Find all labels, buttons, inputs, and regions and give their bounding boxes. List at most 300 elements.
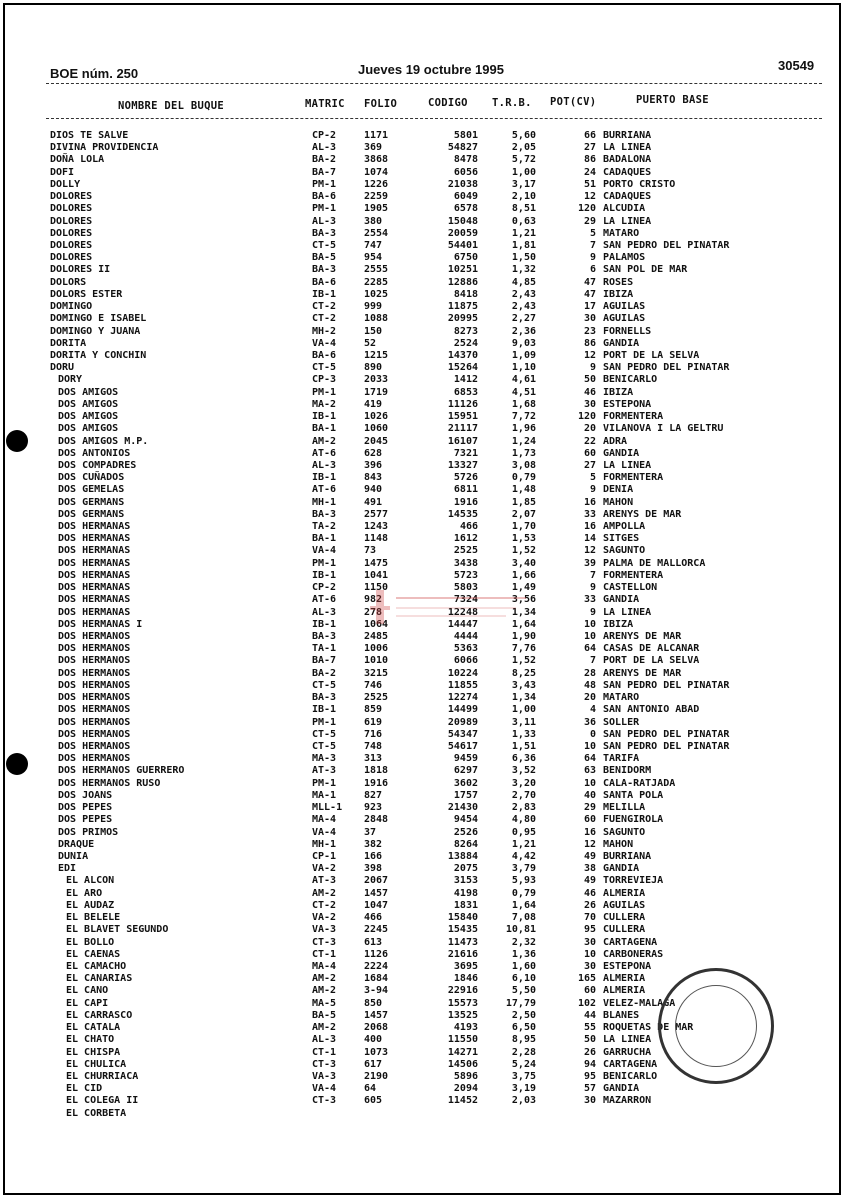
- vessel-name: DOS HERMANOS RUSO: [58, 777, 161, 789]
- table-row: [0, 154, 846, 166]
- potencia: 57: [583, 1083, 596, 1095]
- codigo: 20995: [447, 313, 478, 325]
- puerto-base: MAZARRON: [603, 1095, 652, 1107]
- folio: 2577: [364, 508, 389, 520]
- codigo: 20989: [447, 716, 478, 728]
- header-date: Jueves 19 octubre 1995: [358, 62, 504, 77]
- table-row: [0, 900, 846, 912]
- matricula: CT-5: [312, 679, 337, 691]
- matricula: CT-3: [312, 1095, 337, 1107]
- folio: 1226: [364, 178, 389, 190]
- folio: 982: [364, 594, 383, 606]
- vessel-name: DUNIA: [58, 850, 89, 862]
- codigo: 15573: [447, 997, 478, 1009]
- matricula: MA-2: [312, 398, 337, 410]
- vessel-name: EL BELELE: [66, 912, 121, 924]
- matricula: BA-1: [312, 533, 337, 545]
- folio: 2224: [364, 960, 389, 972]
- potencia: 10: [583, 948, 596, 960]
- trb: 2,27: [511, 313, 536, 325]
- folio: 716: [364, 728, 383, 740]
- table-row: [0, 289, 846, 301]
- vessel-name: DOLORES: [50, 252, 93, 264]
- vessel-name: DOLORES II: [50, 264, 111, 276]
- codigo: 16107: [447, 435, 478, 447]
- potencia: 49: [583, 850, 596, 862]
- folio: 2068: [364, 1022, 389, 1034]
- matricula: BA-3: [312, 692, 337, 704]
- trb: 3,43: [511, 679, 536, 691]
- matricula: CT-1: [312, 948, 337, 960]
- puerto-base: LA LINEA: [603, 459, 652, 471]
- vessel-name: DOS HERMANOS: [58, 704, 131, 716]
- folio: 73: [364, 545, 377, 557]
- codigo: 5803: [453, 582, 478, 594]
- folio: 1148: [364, 533, 389, 545]
- table-row: [0, 362, 846, 374]
- trb: 1,50: [511, 252, 536, 264]
- table-row: [0, 753, 846, 765]
- vessel-name: EL ARO: [66, 887, 103, 899]
- vessel-name: EL CHATO: [66, 1034, 115, 1046]
- trb: 8,51: [511, 203, 536, 215]
- folio: 1916: [364, 777, 389, 789]
- potencia: 12: [583, 191, 596, 203]
- puerto-base: BENIDORM: [603, 765, 652, 777]
- puerto-base: CALA-RATJADA: [603, 777, 676, 789]
- folio: 617: [364, 1058, 383, 1070]
- folio: 1088: [364, 313, 389, 325]
- folio: 1150: [364, 582, 389, 594]
- folio: 2525: [364, 692, 389, 704]
- puerto-base: MAHON: [603, 838, 634, 850]
- matricula: TA-2: [312, 521, 337, 533]
- table-row: [0, 179, 846, 191]
- vessel-name: DOLORES: [50, 239, 93, 251]
- trb: 6,36: [511, 753, 536, 765]
- potencia: 60: [583, 985, 596, 997]
- codigo: 4193: [453, 1022, 478, 1034]
- col-header-matric: MATRIC: [305, 98, 345, 110]
- codigo: 1412: [453, 374, 478, 386]
- potencia: 17: [583, 301, 596, 313]
- vessel-name: EL CHISPA: [66, 1046, 121, 1058]
- vessel-name: DOS HERMANAS: [58, 533, 131, 545]
- codigo: 11550: [447, 1034, 478, 1046]
- vessel-name: EL CHULICA: [66, 1058, 127, 1070]
- vessel-name: DORU: [50, 362, 75, 374]
- vessel-name: EL AUDAZ: [66, 899, 115, 911]
- folio: 954: [364, 252, 383, 264]
- potencia: 14: [583, 533, 596, 545]
- vessel-name: DOS HERMANOS: [58, 692, 131, 704]
- potencia: 49: [583, 875, 596, 887]
- vessel-name: DOS HERMANAS: [58, 606, 131, 618]
- codigo: 54347: [447, 728, 478, 740]
- potencia: 5: [589, 472, 596, 484]
- matricula: BA-5: [312, 252, 337, 264]
- folio: 419: [364, 398, 383, 410]
- table-row: [0, 411, 846, 423]
- codigo: 2075: [453, 863, 478, 875]
- codigo: 14447: [447, 618, 478, 630]
- folio: 827: [364, 789, 383, 801]
- matricula: AL-3: [312, 459, 337, 471]
- trb: 2,05: [511, 142, 536, 154]
- matricula: BA-6: [312, 349, 337, 361]
- table-row: [0, 203, 846, 215]
- trb: 17,79: [505, 997, 536, 1009]
- codigo: 466: [459, 521, 478, 533]
- potencia: 12: [583, 838, 596, 850]
- potencia: 6: [589, 264, 596, 276]
- trb: 3,17: [511, 178, 536, 190]
- codigo: 5896: [453, 1070, 478, 1082]
- puerto-base: PORT DE LA SELVA: [603, 655, 700, 667]
- codigo: 8264: [453, 838, 478, 850]
- table-row: [0, 521, 846, 533]
- potencia: 20: [583, 423, 596, 435]
- codigo: 5801: [453, 130, 478, 141]
- puerto-base: GANDIA: [603, 863, 640, 875]
- puerto-base: ARENYS DE MAR: [603, 667, 682, 679]
- matricula: CT-3: [312, 936, 337, 948]
- folio: 3215: [364, 667, 389, 679]
- potencia: 9: [589, 252, 596, 264]
- vessel-name: DOS HERMANAS: [58, 582, 131, 594]
- vessel-name: EL CAENAS: [66, 948, 121, 960]
- table-row: [0, 191, 846, 203]
- matricula: CP-2: [312, 582, 337, 594]
- potencia: 22: [583, 435, 596, 447]
- folio: 1215: [364, 349, 389, 361]
- potencia: 66: [583, 130, 596, 141]
- codigo: 3695: [453, 960, 478, 972]
- puerto-base: ROQUETAS DE MAR: [603, 1022, 694, 1034]
- puerto-base: SANTA POLA: [603, 789, 664, 801]
- table-row: [0, 839, 846, 851]
- codigo: 1757: [453, 789, 478, 801]
- vessel-name: DOLORS: [50, 276, 87, 288]
- vessel-name: EL ALCON: [66, 875, 115, 887]
- potencia: 39: [583, 557, 596, 569]
- matricula: AT-6: [312, 484, 337, 496]
- puerto-base: CULLERA: [603, 924, 646, 936]
- col-header-pot: POT(CV): [550, 96, 597, 108]
- table-row: [0, 741, 846, 753]
- trb: 1,33: [511, 728, 536, 740]
- trb: 3,20: [511, 777, 536, 789]
- potencia: 23: [583, 325, 596, 337]
- folio: 2485: [364, 631, 389, 643]
- puerto-base: FORNELLS: [603, 325, 652, 337]
- potencia: 10: [583, 777, 596, 789]
- vessel-name: EDI: [58, 863, 77, 875]
- matricula: CT-5: [312, 741, 337, 752]
- table-row: [0, 851, 846, 863]
- codigo: 2526: [453, 826, 478, 838]
- matricula: CT-5: [312, 362, 337, 374]
- trb: 0,79: [511, 472, 536, 484]
- puerto-base: PALMA DE MALLORCA: [603, 557, 706, 569]
- potencia: 5: [589, 227, 596, 239]
- matricula: AL-3: [312, 215, 337, 227]
- matricula: VA-4: [312, 545, 337, 557]
- puerto-base: CARBONERAS: [603, 948, 664, 960]
- trb: 1,51: [511, 741, 536, 752]
- trb: 1,52: [511, 655, 536, 667]
- puerto-base: LA LINEA: [603, 142, 652, 154]
- trb: 1,10: [511, 362, 536, 374]
- trb: 1,34: [511, 692, 536, 704]
- folio: 398: [364, 863, 383, 875]
- codigo: 12274: [447, 692, 478, 704]
- codigo: 54617: [447, 741, 478, 752]
- table-row: [0, 301, 846, 313]
- folio: 859: [364, 704, 383, 716]
- table-row: [0, 497, 846, 509]
- puerto-base: FORMENTERA: [603, 411, 664, 423]
- vessel-name: DOS HERMANAS: [58, 557, 131, 569]
- codigo: 6811: [453, 484, 478, 496]
- folio: 1243: [364, 521, 389, 533]
- page-number: 30549: [778, 58, 815, 73]
- matricula: AM-2: [312, 887, 337, 899]
- codigo: 15435: [447, 924, 478, 936]
- puerto-base: TORREVIEJA: [603, 875, 664, 887]
- trb: 8,25: [511, 667, 536, 679]
- potencia: 26: [583, 1046, 596, 1058]
- folio: 1010: [364, 655, 389, 667]
- codigo: 14499: [447, 704, 478, 716]
- vessel-name: DOS HERMANAS: [58, 545, 131, 557]
- potencia: 60: [583, 447, 596, 459]
- potencia: 94: [583, 1058, 596, 1070]
- trb: 3,75: [511, 1070, 536, 1082]
- folio: 2554: [364, 227, 389, 239]
- codigo: 6578: [453, 203, 478, 215]
- codigo: 4198: [453, 887, 478, 899]
- codigo: 5363: [453, 643, 478, 655]
- folio: 605: [364, 1095, 383, 1107]
- matricula: PM-1: [312, 178, 337, 190]
- potencia: 10: [583, 631, 596, 643]
- table-row: [0, 374, 846, 386]
- trb: 1,52: [511, 545, 536, 557]
- potencia: 50: [583, 374, 596, 386]
- puerto-base: VILANOVA I LA GELTRU: [603, 423, 724, 435]
- vessel-name: DIVINA PROVIDENCIA: [50, 142, 159, 154]
- codigo: 8418: [453, 288, 478, 300]
- potencia: 44: [583, 1009, 596, 1021]
- matricula: VA-3: [312, 924, 337, 936]
- folio: 890: [364, 362, 383, 374]
- trb: 1,21: [511, 227, 536, 239]
- potencia: 50: [583, 1034, 596, 1046]
- matricula: PM-1: [312, 557, 337, 569]
- folio: 1457: [364, 1009, 389, 1021]
- codigo: 22916: [447, 985, 478, 997]
- potencia: 9: [589, 362, 596, 374]
- table-row: [0, 912, 846, 924]
- table-row: [0, 240, 846, 252]
- codigo: 54401: [447, 239, 478, 251]
- table-row: [0, 937, 846, 949]
- potencia: 51: [583, 178, 596, 190]
- codigo: 13327: [447, 459, 478, 471]
- table-row: [0, 350, 846, 362]
- puerto-base: DENIA: [603, 484, 634, 496]
- trb: 5,60: [511, 130, 536, 141]
- codigo: 12886: [447, 276, 478, 288]
- trb: 1,60: [511, 960, 536, 972]
- folio: 382: [364, 838, 383, 850]
- puerto-base: GANDIA: [603, 337, 640, 349]
- codigo: 10224: [447, 667, 478, 679]
- table-row: [0, 924, 846, 936]
- puerto-base: SAN PEDRO DEL PINATAR: [603, 239, 730, 251]
- codigo: 1846: [453, 973, 478, 985]
- table-row: [0, 167, 846, 179]
- folio: 278: [364, 606, 383, 618]
- matricula: VA-4: [312, 826, 337, 838]
- puerto-base: ESTEPONA: [603, 398, 652, 410]
- vessel-name: EL CID: [66, 1083, 103, 1095]
- potencia: 64: [583, 753, 596, 765]
- folio: 1047: [364, 899, 389, 911]
- matricula: AT-3: [312, 875, 337, 887]
- trb: 7,08: [511, 912, 536, 924]
- matricula: PM-1: [312, 777, 337, 789]
- matricula: BA-3: [312, 264, 337, 276]
- folio: 748: [364, 741, 383, 752]
- vessel-name: DOS HERMANOS: [58, 667, 131, 679]
- puerto-base: FUENGIROLA: [603, 814, 664, 826]
- puerto-base: AGUILAS: [603, 313, 646, 325]
- folio: 613: [364, 936, 383, 948]
- trb: 1,68: [511, 398, 536, 410]
- codigo: 10251: [447, 264, 478, 276]
- vessel-name: DORY: [58, 374, 83, 386]
- folio: 923: [364, 802, 383, 814]
- vessel-name: DOLORES: [50, 203, 93, 215]
- folio: 1684: [364, 973, 389, 985]
- trb: 5,72: [511, 154, 536, 166]
- codigo: 15264: [447, 362, 478, 374]
- trb: 1,24: [511, 435, 536, 447]
- puerto-base: ALMERIA: [603, 973, 646, 985]
- codigo: 6297: [453, 765, 478, 777]
- codigo: 2094: [453, 1083, 478, 1095]
- trb: 1,96: [511, 423, 536, 435]
- vessel-name: DOS JOANS: [58, 789, 113, 801]
- vessel-name: EL CAPI: [66, 997, 109, 1009]
- matricula: CT-5: [312, 728, 337, 740]
- table-row: [0, 655, 846, 667]
- matricula: TA-1: [312, 643, 337, 655]
- trb: 5,50: [511, 985, 536, 997]
- matricula: CT-2: [312, 899, 337, 911]
- puerto-base: MATARO: [603, 692, 640, 704]
- folio: 2067: [364, 875, 389, 887]
- potencia: 165: [577, 973, 596, 985]
- vessel-name: DOS CUÑADOS: [58, 472, 125, 484]
- matricula: VA-2: [312, 863, 337, 875]
- codigo: 14370: [447, 349, 478, 361]
- codigo: 20059: [447, 227, 478, 239]
- vessel-name: DOMINGO: [50, 301, 93, 313]
- folio: 1171: [364, 130, 389, 141]
- vessel-name: DOS HERMANAS I: [58, 618, 143, 630]
- vessel-name: DOS GERMANS: [58, 496, 125, 508]
- potencia: 47: [583, 276, 596, 288]
- folio: 52: [364, 337, 377, 349]
- folio: 1025: [364, 288, 389, 300]
- codigo: 3438: [453, 557, 478, 569]
- codigo: 12248: [447, 606, 478, 618]
- puerto-base: SAGUNTO: [603, 826, 646, 838]
- puerto-base: SAN POL DE MAR: [603, 264, 688, 276]
- codigo: 21616: [447, 948, 478, 960]
- trb: 3,40: [511, 557, 536, 569]
- vessel-name: EL CATALA: [66, 1022, 121, 1034]
- potencia: 27: [583, 142, 596, 154]
- codigo: 11875: [447, 301, 478, 313]
- puerto-base: CULLERA: [603, 912, 646, 924]
- trb: 3,19: [511, 1083, 536, 1095]
- trb: 1,85: [511, 496, 536, 508]
- folio: 850: [364, 997, 383, 1009]
- potencia: 16: [583, 521, 596, 533]
- matricula: CT-5: [312, 239, 337, 251]
- matricula: CP-2: [312, 130, 337, 141]
- potencia: 20: [583, 692, 596, 704]
- matricula: VA-2: [312, 912, 337, 924]
- trb: 1,64: [511, 618, 536, 630]
- matricula: CT-1: [312, 1046, 337, 1058]
- folio: 380: [364, 215, 383, 227]
- trb: 10,81: [505, 924, 536, 936]
- trb: 4,51: [511, 386, 536, 398]
- codigo: 15951: [447, 411, 478, 423]
- trb: 3,08: [511, 459, 536, 471]
- puerto-base: MATARO: [603, 227, 640, 239]
- matricula: BA-1: [312, 423, 337, 435]
- table-row: [0, 692, 846, 704]
- puerto-base: TARIFA: [603, 753, 640, 765]
- trb: 6,10: [511, 973, 536, 985]
- vessel-name: DOS AMIGOS M.P.: [58, 435, 149, 447]
- puerto-base: BURRIANA: [603, 130, 652, 141]
- vessel-name: EL CANO: [66, 985, 109, 997]
- potencia: 7: [589, 655, 596, 667]
- folio: 628: [364, 447, 383, 459]
- matricula: BA-2: [312, 154, 337, 166]
- folio: 2190: [364, 1070, 389, 1082]
- potencia: 30: [583, 398, 596, 410]
- matricula: PM-1: [312, 203, 337, 215]
- trb: 4,42: [511, 850, 536, 862]
- codigo: 21117: [447, 423, 478, 435]
- vessel-name: DOS PEPES: [58, 814, 113, 826]
- trb: 3,52: [511, 765, 536, 777]
- codigo: 15840: [447, 912, 478, 924]
- matricula: MLL-1: [312, 802, 343, 814]
- puerto-base: ROSES: [603, 276, 634, 288]
- vessel-name: DRAQUE: [58, 838, 95, 850]
- vessel-name: DOS PRIMOS: [58, 826, 119, 838]
- seal-stamp: [658, 968, 774, 1084]
